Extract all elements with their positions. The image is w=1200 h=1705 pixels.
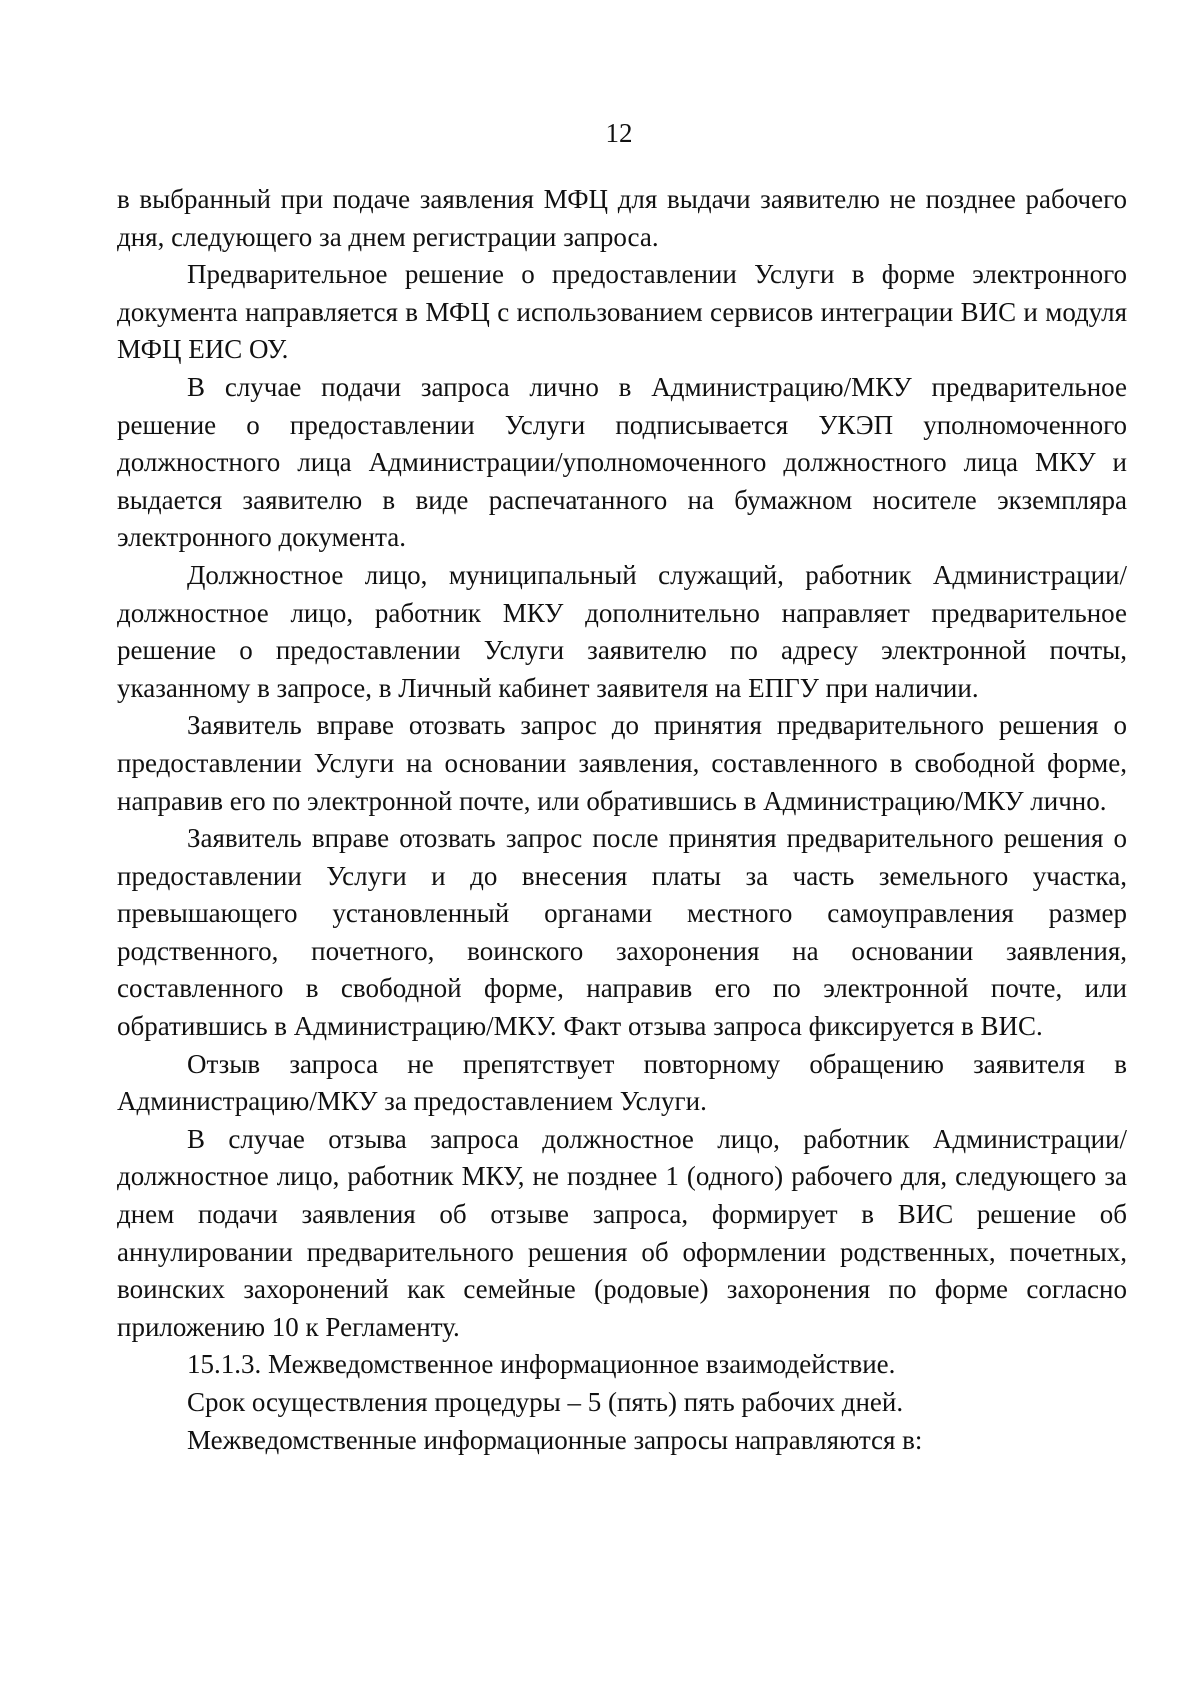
paragraph-preliminary-decision-electronic: Предварительное решение о предоставлении Услуги в форме электронного документа направляется в МФЦ с использованием сервисов интеграции ВИС и модуля МФЦ ЕИС ОУ. [117, 259, 1127, 365]
paragraph-annulment: В случае отзыва запроса должностное лицо, работник Администрации/должностное лицо, работник МКУ, не позднее 1 (одного) рабочего для, следующего за днем подачи заявления об отзыве запроса, формирует в ВИС решение об аннулировании предварительного решения об оформлении родственных, почетных, воинских захоронений как семейные (родовые) захоронения по форме согласно приложению 10 к Регламенту. [117, 1123, 1127, 1342]
section-heading-15-1-3: 15.1.3. Межведомственное информационное взаимодействие. [187, 1349, 896, 1380]
body-text [117, 181, 1127, 1459]
paragraph-withdraw-after-decision: Заявитель вправе отозвать запрос после принятия предварительного решения о предоставлении Услуги и до внесения платы за часть земельного участка, превышающего установленный органами местного самоуправления размер родственного, почетного, воинского захоронения на основании заявления, составленного в свободной форме, направив его по электронной почте, или обратившись в Администрацию/МКУ. Факт отзыва запроса фиксируется в ВИС. [117, 823, 1127, 1042]
paragraph-withdrawal-no-obstacle: Отзыв запроса не препятствует повторному обращению заявителя в Администрацию/МКУ за предоставлением Услуги. [117, 1048, 1127, 1117]
page-number: 12 [605, 118, 633, 148]
paragraph-continuation: в выбранный при подаче заявления МФЦ для выдачи заявителю не позднее рабочего дня, следующего за днем регистрации запроса. [117, 184, 1127, 252]
paragraph-interagency-requests: Межведомственные информационные запросы направляются в: [187, 1424, 923, 1455]
paragraph-procedure-term: Срок осуществления процедуры – 5 (пять) пять рабочих дней. [187, 1387, 904, 1417]
paragraph-email-notification: Должностное лицо, муниципальный служащий, работник Администрации/должностное лицо, работник МКУ дополнительно направляет предварительное решение о предоставлении Услуги заявителю по адресу электронной почты, указанному в запросе, в Личный кабинет заявителя на ЕПГУ при наличии. [117, 559, 1127, 703]
paragraph-withdraw-before-decision: Заявитель вправе отозвать запрос до принятия предварительного решения о предоставлении Услуги на основании заявления, составленного в свободной форме, направив его по электронной почте, или обратившись в Администрацию/МКУ лично. [117, 710, 1127, 816]
paragraph-personal-submission: В случае подачи запроса лично в Администрацию/МКУ предварительное решение о предоставлении Услуги подписывается УКЭП уполномоченного должностного лица Администрации/уполномоченного должностного лица МКУ и выдается заявителю в виде распечатанного на бумажном носителе экземпляра электронного документа. [117, 371, 1127, 553]
